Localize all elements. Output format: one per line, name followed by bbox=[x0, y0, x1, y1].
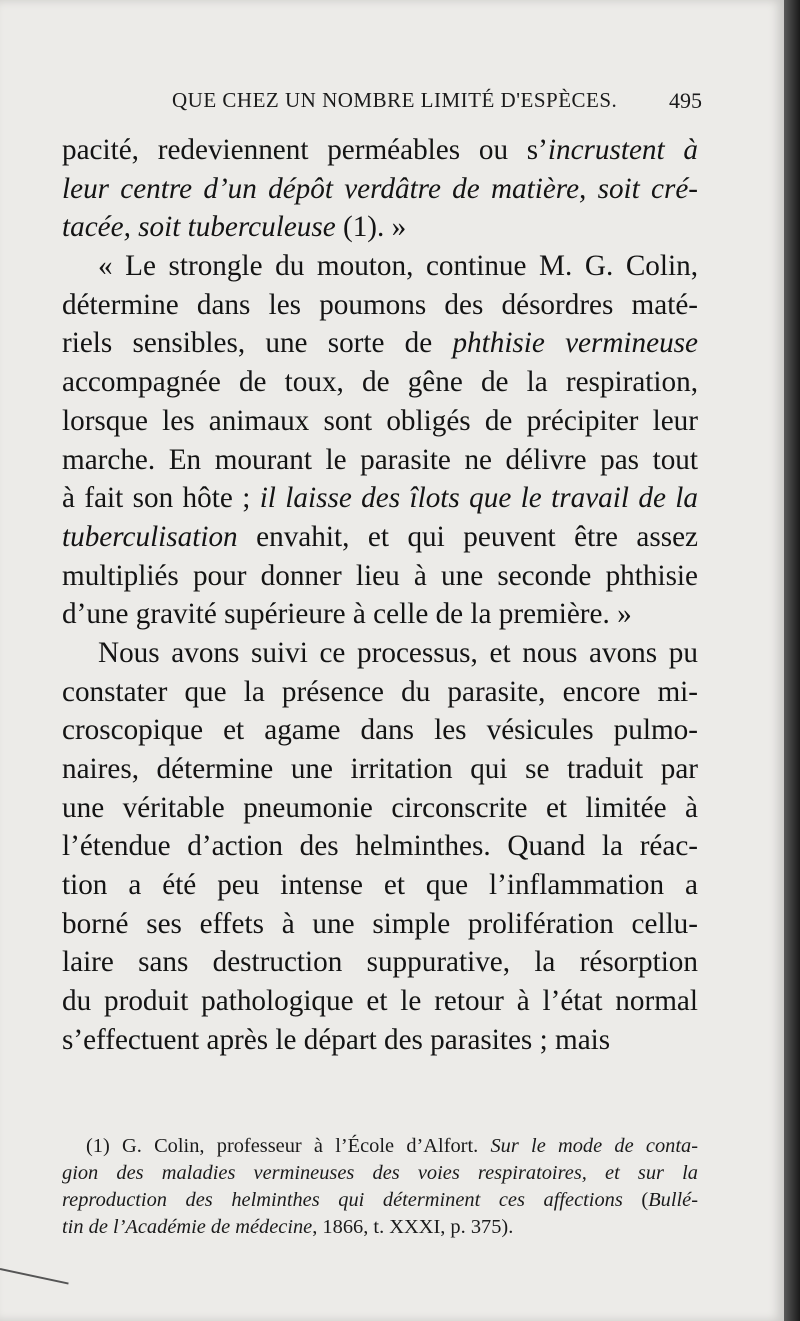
text-run: d’une gravité supérieure à celle de la première. » bbox=[62, 598, 632, 631]
italic-text: il laisse des îlots que le travail de la bbox=[259, 482, 698, 515]
text-run: multipliés pour donner lieu à une seconde phthisie bbox=[62, 559, 698, 592]
text-line bbox=[62, 789, 698, 828]
footnote-line bbox=[62, 1214, 698, 1241]
text-run: constater que la présence du parasite, encore mi- bbox=[62, 675, 698, 708]
text-line bbox=[62, 866, 698, 905]
text-run: marche. En mourant le parasite ne délivre pas tout bbox=[62, 443, 698, 476]
italic-text: leur centre d’un dépôt verdâtre de matière, soit cré- bbox=[62, 172, 698, 205]
italic-text: gion des maladies vermineuses des voies respiratoires, et sur la bbox=[62, 1162, 698, 1184]
text-run: une véritable pneumonie circonscrite et limitée à bbox=[62, 791, 698, 824]
italic-text: phthisie vermineuse bbox=[452, 327, 698, 360]
page-edge-shadow bbox=[784, 0, 800, 1321]
footnote bbox=[62, 1133, 698, 1241]
text-run: , 1866, t. XXXI, p. 375). bbox=[312, 1216, 514, 1238]
text-run: détermine dans les poumons des désordres maté- bbox=[62, 288, 698, 321]
text-run: s’effectuent après le départ des parasites ; mais bbox=[62, 1023, 611, 1056]
text-run: (1). » bbox=[335, 211, 407, 244]
text-run: (1) G. Colin, professeur à l’École d’Alfort. bbox=[86, 1135, 491, 1157]
text-line bbox=[62, 131, 698, 170]
italic-text: tuberculisation bbox=[62, 520, 238, 553]
text-run: accompagnée de toux, de gêne de la respiration, bbox=[62, 366, 698, 399]
running-header bbox=[62, 88, 702, 118]
text-run: riels sensibles, une sorte de bbox=[62, 327, 453, 360]
text-line bbox=[62, 982, 698, 1021]
italic-text: Bullé- bbox=[648, 1189, 699, 1211]
text-line bbox=[62, 518, 698, 557]
text-line bbox=[62, 247, 698, 286]
text-line bbox=[62, 905, 698, 944]
text-line bbox=[62, 750, 698, 789]
italic-text: reproduction des helminthes qui déterminent ces affections bbox=[62, 1189, 623, 1211]
text-run: ( bbox=[622, 1189, 649, 1211]
text-run: « Le strongle du mouton, continue M. G. Colin, bbox=[98, 250, 698, 283]
text-line bbox=[62, 208, 698, 247]
text-run: l’étendue d’action des helminthes. Quand la réac- bbox=[62, 830, 698, 863]
text-line bbox=[62, 827, 698, 866]
footnote-line bbox=[62, 1160, 698, 1187]
text-line bbox=[62, 402, 698, 441]
text-run: du produit pathologique et le retour à l’état normal bbox=[62, 985, 698, 1018]
text-line bbox=[62, 673, 698, 712]
footnote-line bbox=[62, 1133, 698, 1160]
text-line bbox=[62, 557, 698, 596]
text-run: à fait son hôte ; bbox=[62, 482, 260, 515]
page-scuff-mark bbox=[0, 1268, 69, 1285]
text-run: envahit, et qui peuvent être assez bbox=[237, 520, 698, 553]
text-line bbox=[62, 479, 698, 518]
text-line bbox=[62, 595, 698, 634]
page-number: 495 bbox=[669, 88, 702, 113]
text-line bbox=[62, 943, 698, 982]
italic-text: tin de l’Académie de médecine bbox=[62, 1216, 313, 1238]
text-line bbox=[62, 634, 698, 673]
text-run: borné ses effets à une simple prolifération cellu- bbox=[62, 907, 698, 940]
text-line bbox=[62, 170, 698, 209]
footnote-line bbox=[62, 1187, 698, 1214]
running-title: QUE CHEZ UN NOMBRE LIMITÉ D'ESPÈCES. bbox=[172, 88, 618, 112]
text-run: lorsque les animaux sont obligés de précipiter leur bbox=[62, 404, 698, 437]
text-line bbox=[62, 1021, 698, 1060]
italic-text: incrustent à bbox=[547, 134, 698, 166]
text-line bbox=[62, 286, 698, 325]
text-run: naires, détermine une irritation qui se traduit par bbox=[62, 753, 698, 785]
text-run: croscopique et agame dans les vésicules pulmo- bbox=[62, 714, 698, 747]
text-line bbox=[62, 324, 698, 363]
text-run: pacité, redeviennent perméables ou s’ bbox=[62, 134, 548, 166]
text-line bbox=[62, 711, 698, 750]
italic-text: tacée, soit tuberculeuse bbox=[62, 211, 336, 244]
text-line bbox=[62, 441, 698, 480]
text-line bbox=[62, 363, 698, 402]
text-run: tion a été peu intense et que l’inflammation a bbox=[62, 869, 698, 902]
italic-text: Sur le mode de conta- bbox=[490, 1135, 698, 1157]
text-run: laire sans destruction suppurative, la résorption bbox=[62, 946, 698, 979]
body-text bbox=[62, 131, 698, 1060]
text-run: Nous avons suivi ce processus, et nous avons pu bbox=[98, 636, 698, 669]
